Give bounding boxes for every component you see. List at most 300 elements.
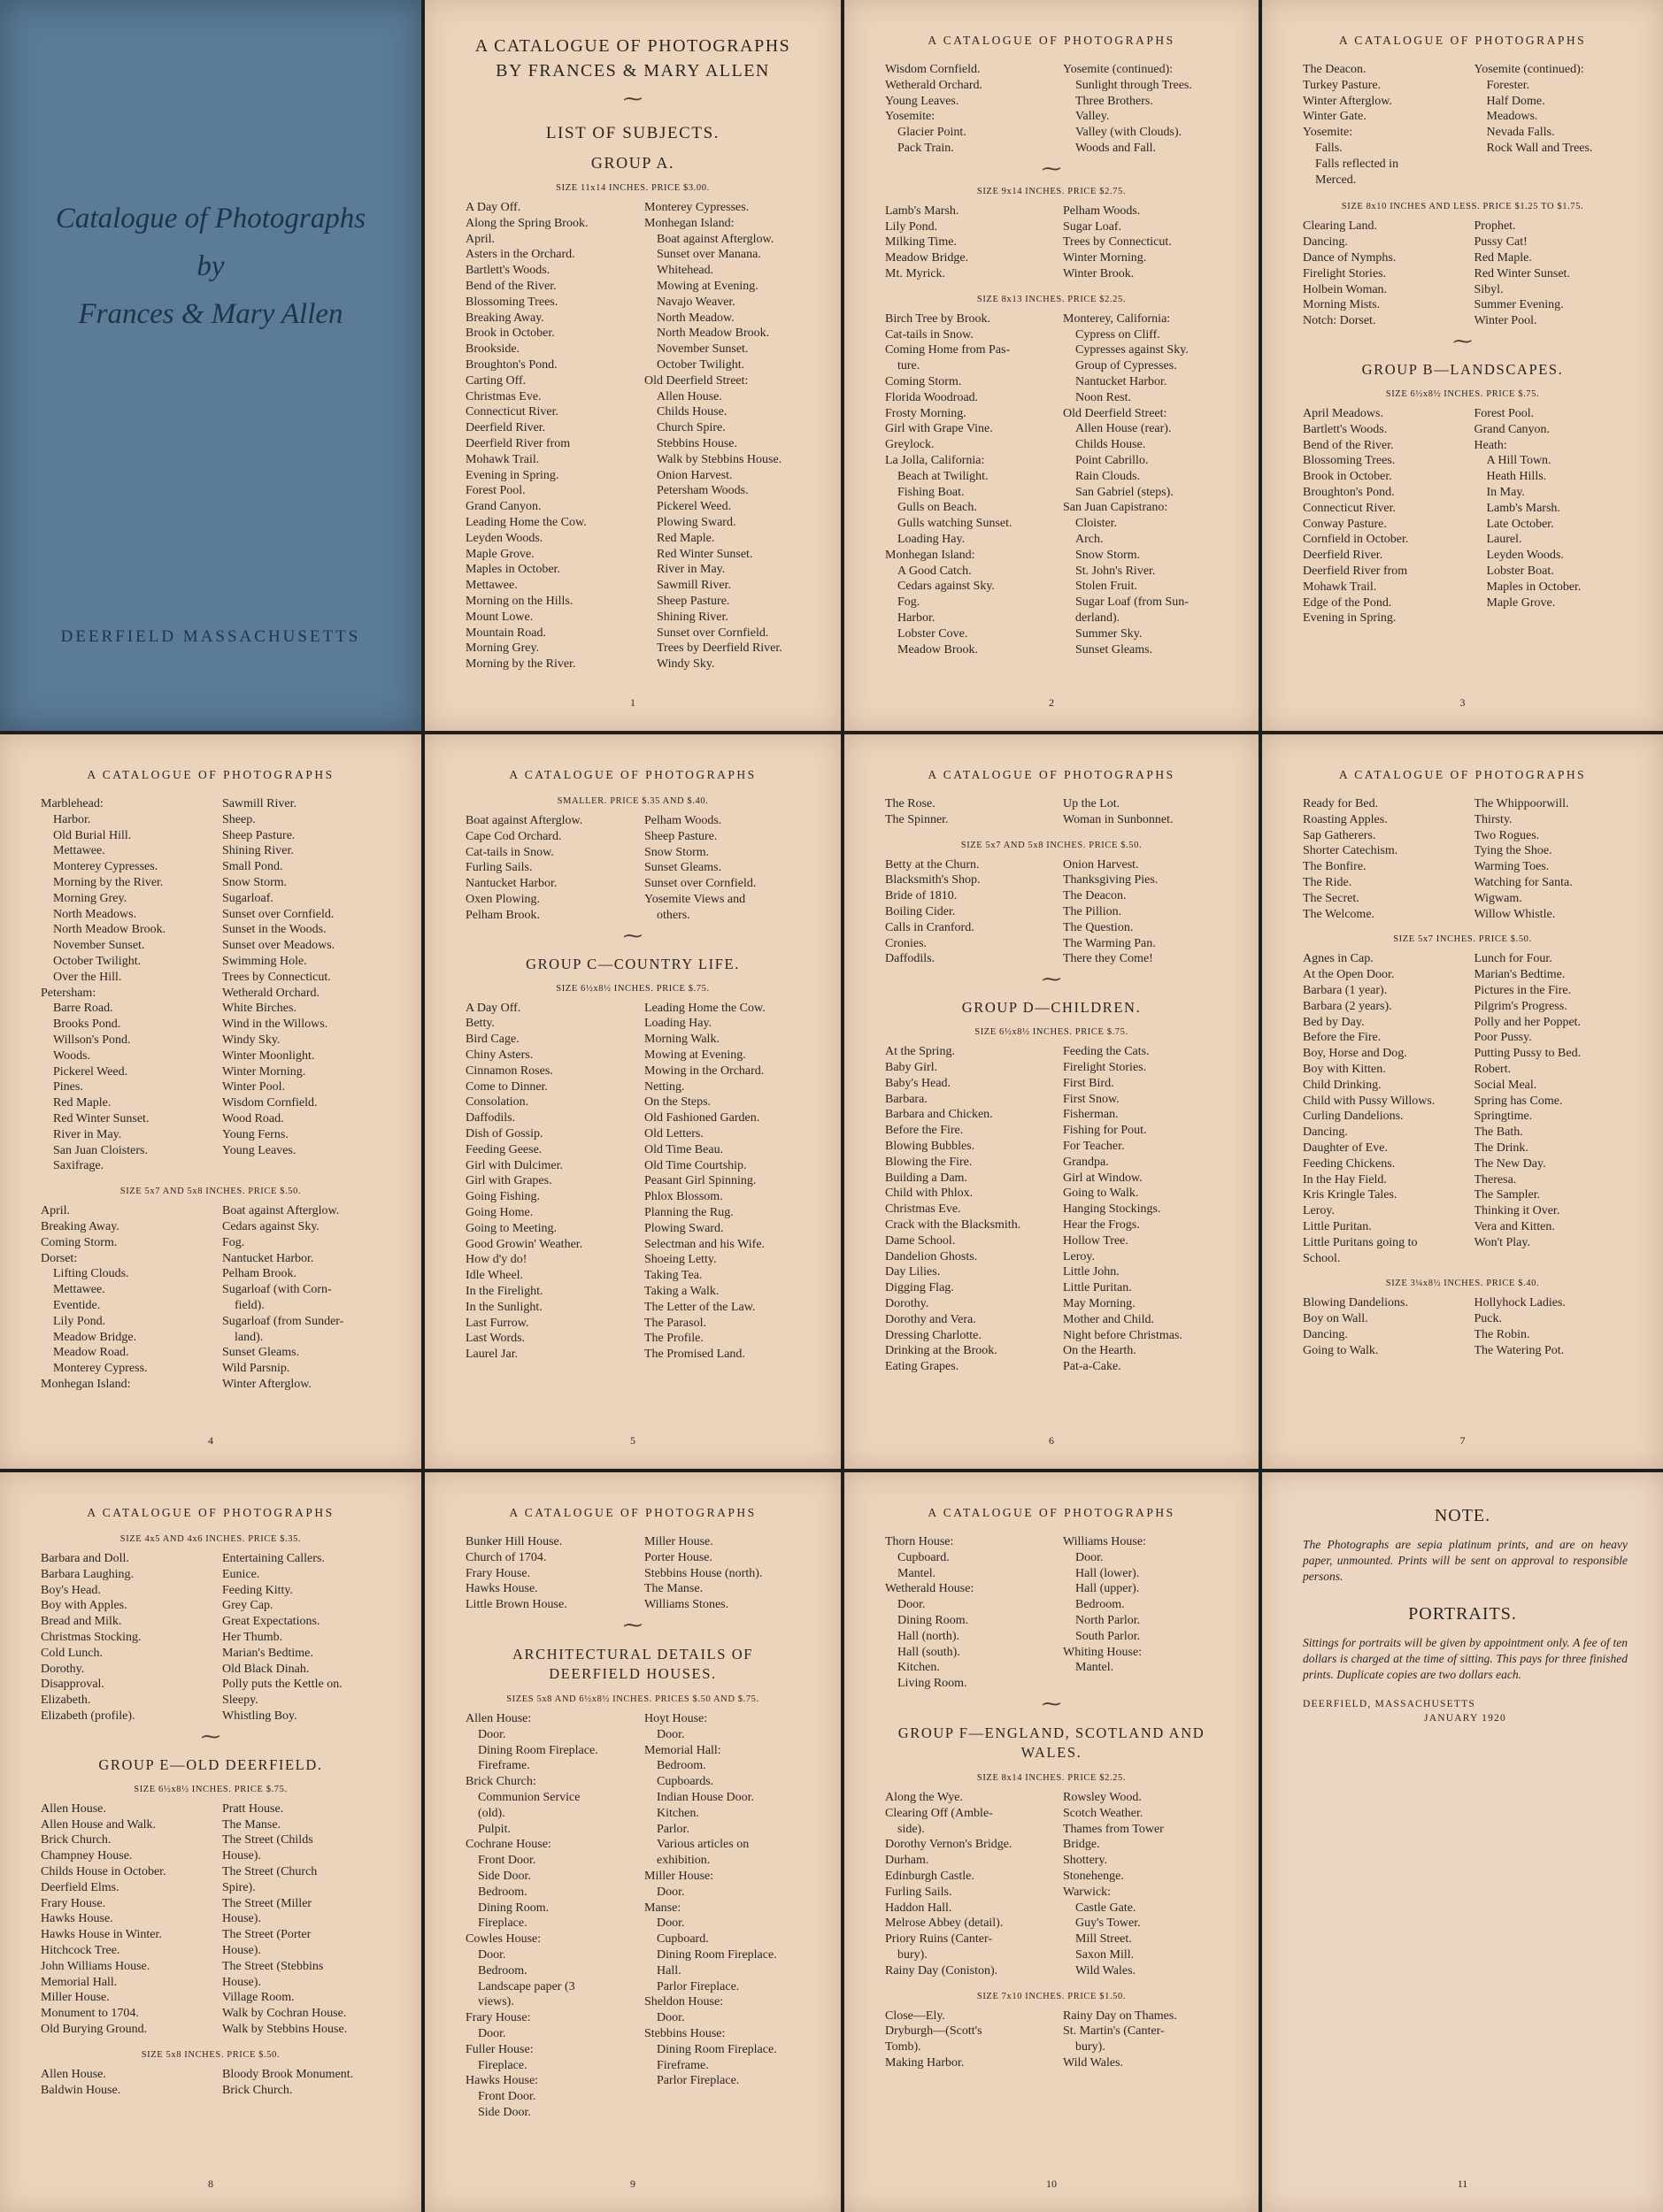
list-item: Spring has Come. <box>1474 1094 1563 1108</box>
list-item: Deerfield River. <box>1303 549 1383 563</box>
list-item: North Meadow Brook. <box>53 923 166 937</box>
list-column-left <box>41 2067 222 2099</box>
list-item: Baby's Head. <box>885 1076 951 1090</box>
list-item: Two Rogues. <box>1474 828 1540 842</box>
list-item: Little Puritans going to <box>1303 1235 1418 1249</box>
list-item: Chiny Asters. <box>466 1048 534 1062</box>
list-column-right <box>1063 1534 1241 1692</box>
list-item: Summer Evening. <box>1474 298 1564 312</box>
list-item: Winter Moonlight. <box>222 1048 315 1063</box>
list-item: Wild Wales. <box>1063 2055 1124 2070</box>
list-item: The Parasol. <box>644 1316 706 1330</box>
list-item: Yosemite (continued): <box>1063 63 1174 76</box>
list-item: Pack Train. <box>897 141 954 155</box>
size-price-heading: SIZE 5x7 AND 5x8 INCHES. PRICE $.50. <box>119 1187 302 1197</box>
list-item: The Manse. <box>222 1817 281 1832</box>
list-item: Allen House and Walk. <box>41 1817 157 1832</box>
list-item: Holbein Woman. <box>1303 282 1388 296</box>
size-price-heading: SIZE 5x7 INCHES. PRICE $.50. <box>1393 934 1532 945</box>
running-head: A CATALOGUE OF PHOTOGRAPHS <box>509 1506 757 1519</box>
list-item: Monhegan Island: <box>41 1377 131 1391</box>
list-item: Brookside. <box>466 342 520 357</box>
list-item: Young Leaves. <box>885 94 959 108</box>
list-item: Conway Pasture. <box>1303 517 1387 531</box>
list-item: North Meadows. <box>53 907 137 921</box>
list-item: Cronies. <box>885 936 928 950</box>
signature-date: JANUARY 1920 <box>1424 1713 1506 1724</box>
portraits-title: PORTRAITS. <box>1408 1604 1517 1624</box>
size-price-heading: SIZE 6½x8½ INCHES. PRICE $.75. <box>1385 388 1540 399</box>
list-column-left <box>885 1790 1063 1979</box>
list-item: Forester. <box>1486 78 1530 92</box>
list-column-left <box>41 796 222 1174</box>
list-item: Calls in Cranford. <box>885 920 974 934</box>
list-item: Fisherman. <box>1063 1108 1119 1122</box>
list-item: Cloister. <box>1075 517 1118 531</box>
list-item: Kris Kringle Tales. <box>1303 1188 1397 1202</box>
list-item: Coming Storm. <box>885 374 962 388</box>
list-item: Meadow Brook. <box>897 642 978 657</box>
list-item: The New Day. <box>1474 1156 1546 1171</box>
list-item: Little Puritan. <box>1063 1281 1132 1295</box>
list-item: Door. <box>1075 1550 1104 1564</box>
portraits-text: Sittings for portraits will be given by appointment only. A fee of ten dollars is charged at the time of sitting. This pays for three finished prints. Duplicate copies are two dollars each. <box>1303 1636 1628 1681</box>
size-price-heading: SIZE 8x14 INCHES. PRICE $2.25. <box>976 1772 1127 1783</box>
list-item: Maple Grove. <box>466 547 535 561</box>
list-item: Winter Morning. <box>222 1064 306 1079</box>
group-heading: GROUP D—CHILDREN. <box>961 999 1142 1017</box>
list-item: Asters in the Orchard. <box>466 248 575 262</box>
group-heading: GROUP A. <box>590 154 675 172</box>
list-item: Feeding Geese. <box>466 1142 543 1156</box>
list-item: Crack with the Blacksmith. <box>885 1217 1021 1232</box>
list-item: Bridge. <box>1063 1838 1100 1852</box>
list-item: Close—Ely. <box>885 2008 945 2023</box>
list-item: Door. <box>657 1727 685 1741</box>
list-item: Pickerel Weed. <box>657 500 732 514</box>
list-item: Leyden Woods. <box>1486 549 1564 563</box>
list-item: Hear the Frogs. <box>1063 1217 1140 1232</box>
list-item: White Birches. <box>222 1002 296 1016</box>
list-item: River in May. <box>53 1127 122 1141</box>
list-column-right <box>222 1203 404 1393</box>
note-title: NOTE. <box>1434 1506 1491 1525</box>
list-item: Going Fishing. <box>466 1190 541 1204</box>
list-column-left <box>466 1711 644 2121</box>
list-column-left <box>1303 406 1474 626</box>
list-item: Bird Cage. <box>466 1033 520 1047</box>
list-item: Swimming Hole. <box>222 954 307 968</box>
list-item: Allen House: <box>466 1711 532 1725</box>
list-column-right <box>644 200 823 672</box>
list-item: Side Door. <box>478 2105 531 2119</box>
list-item: Elizabeth (profile). <box>41 1709 135 1723</box>
size-price-heading: SIZE 9x14 INCHES. PRICE $2.75. <box>976 186 1127 196</box>
list-item: At the Spring. <box>885 1045 955 1059</box>
list-item: Heath Hills. <box>1486 470 1547 484</box>
list-item: Drinking at the Brook. <box>885 1344 997 1358</box>
list-item: Up the Lot. <box>1063 797 1120 810</box>
list-item: The Street (Porter <box>222 1928 312 1942</box>
list-item: Polly puts the Kettle on. <box>222 1678 343 1692</box>
list-item: Dorothy. <box>41 1662 85 1676</box>
list-item: October Twilight. <box>53 954 142 968</box>
signature-block <box>1262 1697 1663 1725</box>
list-item: Sunlight through Trees. <box>1075 78 1192 92</box>
list-item: Roasting Apples. <box>1303 812 1388 826</box>
list-item: Good Growin' Weather. <box>466 1237 583 1251</box>
list-item: Monterey Cypress. <box>53 1362 148 1376</box>
list-item: Before the Fire. <box>1303 1031 1382 1045</box>
list-item: Forest Pool. <box>466 484 526 498</box>
catalogue-title-line-2: BY FRANCES & MARY ALLEN <box>496 61 770 81</box>
ornament: ⁓ <box>1452 329 1473 352</box>
list-item: Allen House. <box>657 389 722 403</box>
list-item: Won't Play. <box>1474 1235 1530 1249</box>
running-head: A CATALOGUE OF PHOTOGRAPHS <box>1338 768 1587 781</box>
list-item: Boat against Afterglow. <box>222 1204 340 1218</box>
list-item: Sheldon House: <box>644 1995 724 2009</box>
list-item: Church of 1704. <box>466 1550 547 1564</box>
list-item: Rowsley Wood. <box>1063 1790 1142 1804</box>
list-item: Pines. <box>53 1080 83 1094</box>
subject-list <box>1262 951 1663 1266</box>
list-item: Fuller House: <box>466 2042 534 2056</box>
list-item: Glacier Point. <box>897 126 966 140</box>
list-item: Hall (south). <box>897 1645 960 1659</box>
list-item: Turkey Pasture. <box>1303 78 1382 92</box>
list-item: Door. <box>657 1916 685 1931</box>
list-column-left <box>885 796 1063 828</box>
page-number: 6 <box>1049 1434 1054 1447</box>
list-item: Building a Dam. <box>885 1171 967 1185</box>
list-item: Mt. Myrick. <box>885 266 946 280</box>
list-item: Mettawee. <box>53 1283 105 1297</box>
list-item: Red Winter Sunset. <box>53 1111 150 1125</box>
list-item: Miller House: <box>644 1869 714 1883</box>
list-item: Point Cabrillo. <box>1075 453 1149 467</box>
list-item: Fishing for Pout. <box>1063 1124 1147 1138</box>
list-item: Mill Street. <box>1075 1932 1132 1947</box>
list-item: Valley (with Clouds). <box>1075 126 1182 140</box>
list-item: Notch: Dorset. <box>1303 314 1376 328</box>
list-column-right <box>222 1551 404 1724</box>
list-item: Onion Harvest. <box>657 468 733 482</box>
list-item: Barbara (1 year). <box>1303 983 1388 997</box>
list-item: Hawks House: <box>466 2074 539 2088</box>
list-item: Vera and Kitten. <box>1474 1219 1555 1233</box>
list-item: Thames from Tower <box>1063 1822 1164 1836</box>
list-item: Hawks House. <box>41 1912 113 1926</box>
list-item: Falls reflected in <box>1315 157 1399 171</box>
list-item: Sleepy. <box>222 1694 258 1708</box>
page-number: 2 <box>1049 696 1054 709</box>
list-item: St. John's River. <box>1075 564 1156 578</box>
list-item: Winter Pool. <box>1474 314 1537 328</box>
list-item: Baldwin House. <box>41 2083 121 2097</box>
list-item: The Bonfire. <box>1303 860 1367 874</box>
running-head: A CATALOGUE OF PHOTOGRAPHS <box>1338 34 1587 47</box>
list-column-right <box>1474 1295 1646 1358</box>
list-item: Three Brothers. <box>1075 94 1153 108</box>
list-item: Bedroom. <box>1075 1598 1125 1612</box>
list-item: Fireframe. <box>657 2058 709 2072</box>
list-item: Dorothy and Vera. <box>885 1312 976 1326</box>
list-item: Morning Mists. <box>1303 298 1381 312</box>
list-item: Shorter Catechism. <box>1303 844 1398 858</box>
signature-place: DEERFIELD, MASSACHUSETTS <box>1303 1699 1475 1709</box>
list-item: Dorset: <box>41 1251 78 1265</box>
list-item: Merced. <box>1315 173 1357 187</box>
list-item: Puck. <box>1474 1312 1502 1326</box>
list-item: Broughton's Pond. <box>1303 485 1395 499</box>
list-item: Along the Wye. <box>885 1790 963 1804</box>
list-item: Idle Wheel. <box>466 1269 524 1283</box>
list-column-right <box>1474 62 1646 188</box>
list-item: Entertaining Callers. <box>222 1552 325 1565</box>
list-item: La Jolla, California: <box>885 453 985 467</box>
list-item: Harbor. <box>897 611 935 625</box>
subject-list <box>1262 219 1663 329</box>
page-5 <box>425 734 841 1469</box>
list-item: Mother and Child. <box>1063 1312 1155 1326</box>
list-item: Cedars against Sky. <box>222 1219 320 1233</box>
list-item: Carting Off. <box>466 373 527 388</box>
list-item: Walk by Stebbins House. <box>222 2022 348 2036</box>
list-item: land). <box>235 1330 264 1344</box>
list-item: Indian House Door. <box>657 1790 755 1804</box>
list-item: Pelham Brook. <box>466 908 540 922</box>
list-item: Sunset Gleams. <box>644 861 722 875</box>
list-item: Evening in Spring. <box>1303 611 1397 626</box>
list-item: Stolen Fruit. <box>1075 580 1138 594</box>
list-item: Woods and Fall. <box>1075 141 1157 155</box>
list-item: Making Harbor. <box>885 2055 965 2070</box>
list-item: Thorn House: <box>885 1535 954 1548</box>
list-item: Sunset in the Woods. <box>222 923 327 937</box>
list-item: Coming Storm. <box>41 1235 118 1249</box>
list-item: Poor Pussy. <box>1474 1031 1532 1045</box>
list-item: Young Ferns. <box>222 1127 289 1141</box>
list-item: Barbara and Doll. <box>41 1552 129 1565</box>
list-item: Furling Sails. <box>885 1885 952 1899</box>
running-head: A CATALOGUE OF PHOTOGRAPHS <box>928 768 1175 781</box>
list-item: Edinburgh Castle. <box>885 1869 974 1883</box>
list-item: Sap Gatherers. <box>1303 828 1376 842</box>
list-item: Dancing. <box>1303 1125 1348 1140</box>
list-item: Old Time Beau. <box>644 1142 724 1156</box>
list-item: Fireplace. <box>478 2058 527 2072</box>
list-column-left <box>885 311 1063 658</box>
list-column-left <box>41 1551 222 1724</box>
list-item: Durham. <box>885 1854 929 1868</box>
list-item: Red Maple. <box>1474 250 1532 265</box>
list-column-left <box>885 204 1063 282</box>
list-item: Yosemite: <box>1303 126 1353 140</box>
list-item: Warming Toes. <box>1474 860 1550 874</box>
list-item: Firelight Stories. <box>1063 1060 1147 1074</box>
list-item: Dressing Charlotte. <box>885 1328 982 1342</box>
list-item: Lamb's Marsh. <box>885 204 959 218</box>
list-item: Meadows. <box>1486 110 1538 124</box>
list-item: Cowles House: <box>466 1932 542 1947</box>
list-item: Dorothy. <box>885 1296 929 1310</box>
list-item: Shottery. <box>1063 1854 1108 1868</box>
list-item: The Robin. <box>1474 1327 1530 1341</box>
size-price-heading: SMALLER. PRICE $.35 AND $.40. <box>557 796 709 806</box>
list-column-right <box>644 1711 823 2121</box>
list-column-right <box>222 1801 404 2038</box>
list-item: Castle Gate. <box>1075 1901 1136 1915</box>
list-item: Stebbins House. <box>657 436 737 450</box>
list-item: Church Spire. <box>657 421 726 435</box>
list-item: Porter House. <box>644 1550 712 1564</box>
list-item: Child Drinking. <box>1303 1078 1382 1092</box>
list-item: Allen House (rear). <box>1075 422 1172 436</box>
list-item: Stebbins House (north). <box>644 1566 763 1580</box>
running-head: A CATALOGUE OF PHOTOGRAPHS <box>928 34 1175 47</box>
list-item: Monterey, California: <box>1063 311 1171 326</box>
list-item: Old Fashioned Garden. <box>644 1111 760 1125</box>
subject-list <box>844 796 1259 828</box>
list-item: Beach at Twilight. <box>897 469 989 483</box>
list-item: Sheep Pasture. <box>644 829 718 843</box>
list-item: River in May. <box>657 563 726 577</box>
ornament: ⁓ <box>623 1613 643 1636</box>
list-item: Bloody Brook Monument. <box>222 2067 354 2081</box>
list-item: Feeding the Cats. <box>1063 1045 1150 1059</box>
list-item: Small Pond. <box>222 860 283 874</box>
list-item: The Street (Stebbins <box>222 1959 324 1973</box>
list-column-right <box>1063 1790 1241 1979</box>
size-price-heading: SIZE 6½x8½ INCHES. PRICE $.75. <box>556 983 710 994</box>
list-item: There they Come! <box>1063 952 1153 966</box>
list-item: Sunset over Cornfield. <box>222 907 335 921</box>
running-head: A CATALOGUE OF PHOTOGRAPHS <box>928 1506 1175 1519</box>
list-item: Frary House. <box>466 1566 531 1580</box>
list-column-right <box>1063 1044 1241 1375</box>
list-column-right <box>644 813 823 924</box>
list-item: The Warming Pan. <box>1063 936 1156 950</box>
list-item: Yosemite (continued): <box>1474 63 1584 76</box>
list-item: Nantucket Harbor. <box>1075 374 1167 388</box>
list-item: Watching for Santa. <box>1474 875 1573 889</box>
cover-page <box>0 0 421 731</box>
list-item: Lunch for Four. <box>1474 952 1552 966</box>
list-item: Morning by the River. <box>53 875 164 889</box>
list-item: The Sampler. <box>1474 1188 1541 1202</box>
ornament: ⁓ <box>1042 1692 1061 1715</box>
list-item: Night before Christmas. <box>1063 1328 1182 1342</box>
group-heading: GROUP E—OLD DEERFIELD. <box>98 1755 323 1773</box>
list-item: Barbara (2 years). <box>1303 999 1392 1013</box>
running-head: A CATALOGUE OF PHOTOGRAPHS <box>509 768 757 781</box>
list-item: Miller House. <box>644 1535 713 1548</box>
subject-list <box>844 857 1259 968</box>
size-price-heading: SIZE 11x14 INCHES. PRICE $3.00. <box>556 183 710 193</box>
list-title: LIST OF SUBJECTS. <box>545 124 720 142</box>
list-item: Boy with Kitten. <box>1303 1062 1386 1076</box>
list-item: Winter Morning. <box>1063 251 1147 265</box>
list-column-right <box>644 1001 823 1363</box>
list-item: Maples in October. <box>466 563 560 577</box>
list-item: The Bath. <box>1474 1125 1523 1140</box>
page-7 <box>1262 734 1663 1469</box>
list-item: derland). <box>1075 611 1120 625</box>
list-item: Sugar Loaf (from Sun- <box>1075 595 1189 610</box>
list-item: House). <box>222 1849 261 1863</box>
list-item: Various articles on <box>657 1838 750 1852</box>
page-9 <box>425 1472 841 2212</box>
list-item: Wetherald Orchard. <box>222 986 320 1000</box>
list-item: Grand Canyon. <box>466 500 542 514</box>
subject-list <box>0 2067 421 2099</box>
list-item: Thinking it Over. <box>1474 1204 1560 1218</box>
list-item: Winter Afterglow. <box>1303 94 1392 108</box>
list-item: Deerfield River from <box>466 436 571 450</box>
list-item: Yosemite Views and <box>644 892 746 906</box>
list-item: Curling Dandelions. <box>1303 1110 1404 1124</box>
list-item: Frary House: <box>466 2011 531 2025</box>
list-item: exhibition. <box>657 1854 711 1868</box>
list-item: Monhegan Island: <box>885 548 975 562</box>
list-item: Going to Walk. <box>1303 1343 1379 1357</box>
list-item: Coming Home from Pas- <box>885 343 1011 357</box>
list-item: Front Door. <box>478 2090 536 2104</box>
list-item: Dancing. <box>1303 235 1348 250</box>
list-column-right <box>1474 796 1646 922</box>
list-item: The Watering Pot. <box>1474 1343 1565 1357</box>
list-item: Hall (lower). <box>1075 1566 1140 1580</box>
list-item: Boat against Afterglow. <box>657 232 774 246</box>
list-item: Bed by Day. <box>1303 1015 1365 1029</box>
list-item: Hall (upper). <box>1075 1582 1140 1596</box>
list-item: Pilgrim's Progress. <box>1474 999 1567 1013</box>
list-item: Planning the Rug. <box>644 1205 734 1219</box>
list-item: Betty at the Churn. <box>885 857 980 872</box>
list-item: Daffodils. <box>885 952 935 966</box>
list-item: Parlor Fireplace. <box>657 1979 740 1993</box>
list-item: Peasant Girl Spinning. <box>644 1174 757 1188</box>
list-item: Loading Hay. <box>897 532 966 546</box>
list-item: Springtime. <box>1474 1110 1533 1124</box>
list-item: Going Home. <box>466 1205 534 1219</box>
list-column-left <box>466 813 644 924</box>
list-item: Late October. <box>1486 517 1554 531</box>
list-item: Pulpit. <box>478 1822 511 1836</box>
list-item: Grey Cap. <box>222 1599 273 1613</box>
list-item: Cornfield in October. <box>1303 533 1409 547</box>
list-item: Sunset over Manana. <box>657 248 761 262</box>
list-item: Wild Parsnip. <box>222 1362 290 1376</box>
list-item: Windy Sky. <box>222 1033 281 1047</box>
list-item: Dining Room. <box>478 1901 550 1915</box>
list-item: Mowing at Evening. <box>644 1048 746 1062</box>
list-item: Cypress on Cliff. <box>1075 327 1160 342</box>
list-item: Blossoming Trees. <box>1303 454 1396 468</box>
list-item: Nantucket Harbor. <box>466 877 558 891</box>
list-item: others. <box>657 908 690 922</box>
list-item: Oxen Plowing. <box>466 892 540 906</box>
list-item: Rainy Day (Coniston). <box>885 1963 998 1978</box>
list-item: Sunset Gleams. <box>222 1346 300 1360</box>
list-item: Netting. <box>644 1079 685 1094</box>
list-item: The Street (Church <box>222 1864 318 1878</box>
list-item: Furling Sails. <box>466 861 533 875</box>
list-item: Fireframe. <box>478 1759 530 1773</box>
list-item: Old Letters. <box>644 1126 704 1141</box>
cover-title-line: Frances & Mary Allen <box>78 298 343 330</box>
